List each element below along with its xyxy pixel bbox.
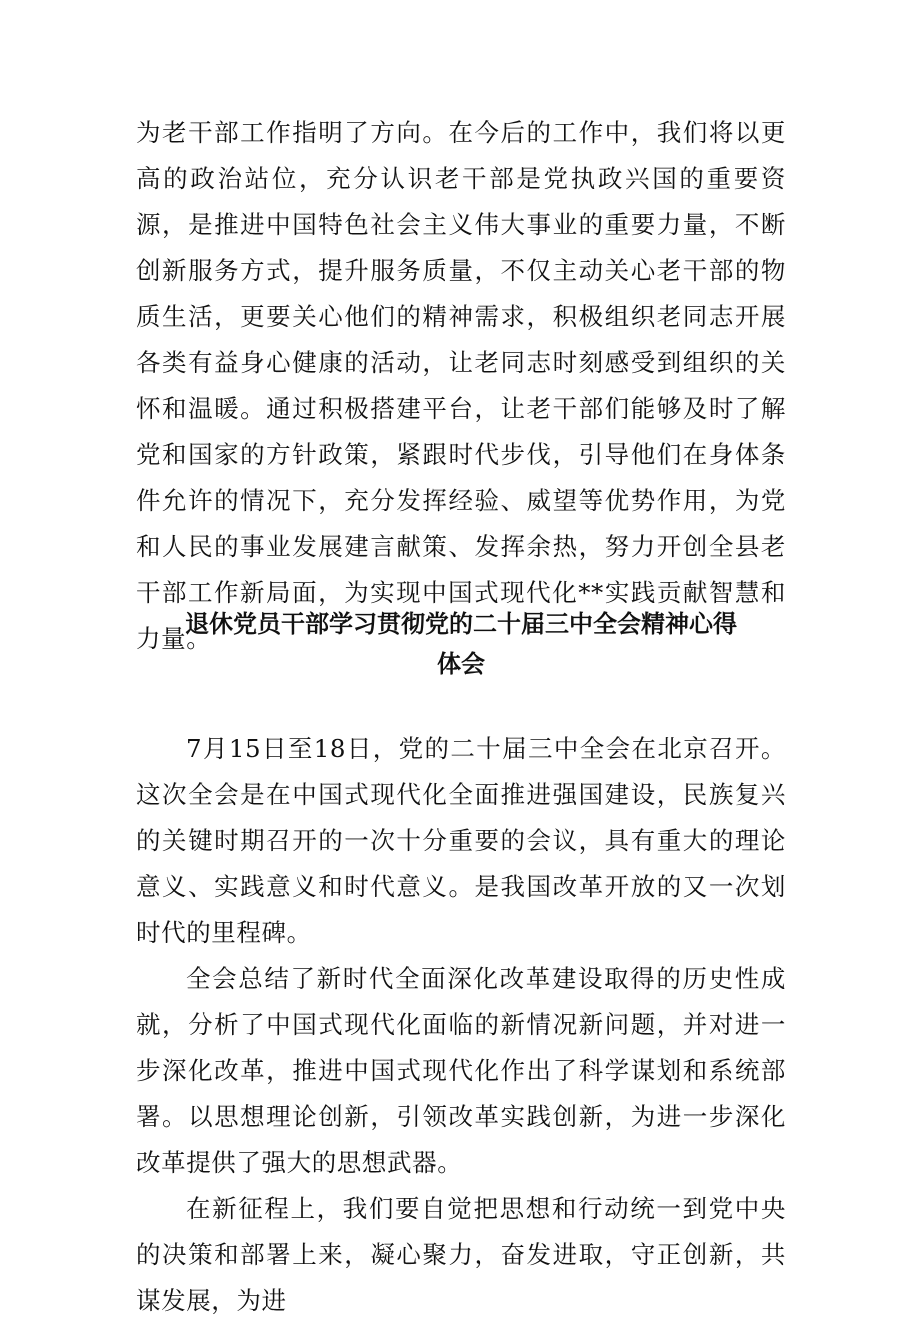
body-paragraph-3: 在新征程上，我们要自觉把思想和行动统一到党中央的决策和部署上来，凝心聚力，奋发进取，守正创新，共谋发展，为进	[136, 1194, 786, 1315]
body-paragraph-2: 全会总结了新时代全面深化改革建设取得的历史性成就，分析了中国式现代化面临的新情况新问题，并对进一步深化改革，推进中国式现代化作出了科学谋划和系统部署。以思想理论创新，引领改革实践创新，为进一步深化改革提供了强大的思想武器。	[136, 964, 786, 1177]
article-title-line-2: 体会	[437, 650, 485, 678]
body-paragraph-1: 7月15日至18日，党的二十届三中全会在北京召开。这次全会是在中国式现代化全面推进强国建设，民族复兴的关键时期召开的一次十分重要的会议，具有重大的理论意义、实践意义和时代意义。是我国改革开放的又一次划时代的里程碑。	[136, 734, 786, 947]
continued-text-block	[136, 110, 786, 662]
continued-paragraph: 为老干部工作指明了方向。在今后的工作中，我们将以更高的政治站位，充分认识老干部是党执政兴国的重要资源，是推进中国特色社会主义伟大事业的重要力量，不断创新服务方式，提升服务质量，不仅主动关心老干部的物质生活，更要关心他们的精神需求，积极组织老同志开展各类有益身心健康的活动，让老同志时刻感受到组织的关怀和温暖。通过积极搭建平台，让老干部们能够及时了解党和国家的方针政策，紧跟时代步伐，引导他们在身体条件允许的情况下，充分发挥经验、威望等优势作用，为党和人民的事业发展建言献策、发挥余热，努力开创全县老干部工作新局面，为实现中国式现代化**实践贡献智慧和力量。	[136, 118, 786, 653]
article-title	[136, 604, 786, 684]
article-title-line-1: 退休党员干部学习贯彻党的二十届三中全会精神心得	[185, 610, 737, 638]
article-body	[136, 726, 786, 1324]
